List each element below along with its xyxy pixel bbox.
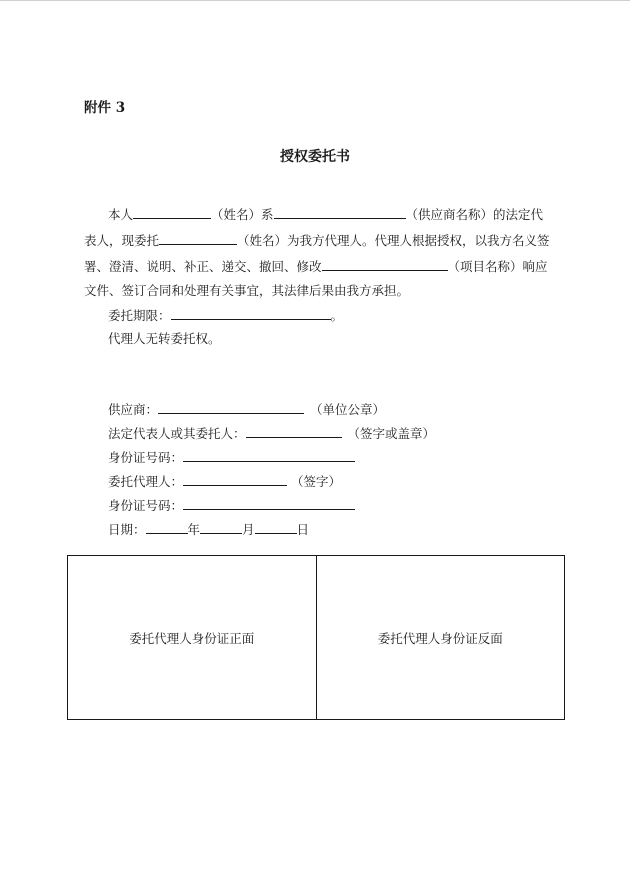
- id-card-back-label: 委托代理人身份证反面: [377, 630, 503, 646]
- text-ben-ren: 本人: [108, 207, 134, 222]
- year-label: 年: [187, 522, 201, 537]
- supplier-note: （单位公章）: [310, 402, 386, 417]
- name-blank-1[interactable]: [133, 205, 211, 219]
- legal-rep-note: （签字或盖章）: [347, 426, 436, 441]
- agent-line: [108, 472, 341, 491]
- body-line-3: [84, 257, 548, 276]
- date-label: 日期：: [108, 522, 146, 537]
- day-blank[interactable]: [255, 520, 297, 534]
- agent-note: （签字）: [291, 474, 342, 489]
- term-blank[interactable]: [171, 306, 331, 320]
- id-number-blank-2[interactable]: [183, 496, 355, 510]
- body-line-2: [84, 231, 550, 250]
- term-label: 委托期限：: [108, 308, 171, 323]
- text-project-name: （项目名称）响应: [447, 259, 548, 274]
- id-card-front-box: [68, 556, 317, 719]
- supplier-label: 供应商：: [108, 402, 159, 417]
- date-line: [108, 520, 309, 539]
- year-blank[interactable]: [146, 520, 188, 534]
- id-card-table: [67, 555, 565, 720]
- page-top-border: [0, 0, 630, 1]
- text-supplier-name: （供应商名称）的法定代: [405, 207, 544, 222]
- body-line-1: [108, 205, 543, 224]
- supplier-blank[interactable]: [158, 400, 304, 414]
- text-agent-authorization: （姓名）为我方代理人。代理人根据授权，以我方名义签: [237, 233, 550, 248]
- term-line: [108, 306, 343, 325]
- body-line-4: [84, 282, 409, 300]
- no-sub-delegation-text: 代理人无转委托权。: [108, 331, 221, 346]
- day-label: 日: [296, 522, 310, 537]
- agent-signature-blank[interactable]: [183, 472, 287, 486]
- project-name-blank[interactable]: [322, 257, 448, 271]
- legal-rep-blank[interactable]: [246, 424, 342, 438]
- no-sub-delegation-line: [108, 330, 221, 348]
- id-card-back-box: [317, 556, 565, 719]
- annex-label: 附件 3: [84, 100, 126, 116]
- id-number-blank-1[interactable]: [183, 448, 355, 462]
- legal-rep-label: 法定代表人或其委托人：: [108, 426, 246, 441]
- text-name-xi: （姓名）系: [211, 207, 274, 222]
- id-number-label-2: 身份证号码：: [108, 498, 184, 513]
- agent-name-blank[interactable]: [159, 231, 237, 245]
- page-title: 授权委托书: [280, 149, 350, 165]
- month-blank[interactable]: [200, 520, 242, 534]
- term-end: 。: [330, 308, 344, 323]
- supplier-line: [108, 400, 385, 419]
- supplier-name-blank[interactable]: [274, 205, 406, 219]
- id-card-front-label: 委托代理人身份证正面: [129, 630, 255, 646]
- id-number-line-2: [108, 496, 355, 515]
- text-legal-rep: 表人，现委托: [84, 233, 160, 248]
- id-number-line-1: [108, 448, 355, 467]
- legal-rep-line: [108, 424, 435, 443]
- agent-label: 委托代理人：: [108, 474, 184, 489]
- id-number-label-1: 身份证号码：: [108, 450, 184, 465]
- text-actions: 署、澄清、说明、补正、递交、撤回、修改: [84, 259, 322, 274]
- text-consequences: 文件、签订合同和处理有关事宜，其法律后果由我方承担。: [84, 283, 410, 298]
- month-label: 月: [242, 522, 255, 537]
